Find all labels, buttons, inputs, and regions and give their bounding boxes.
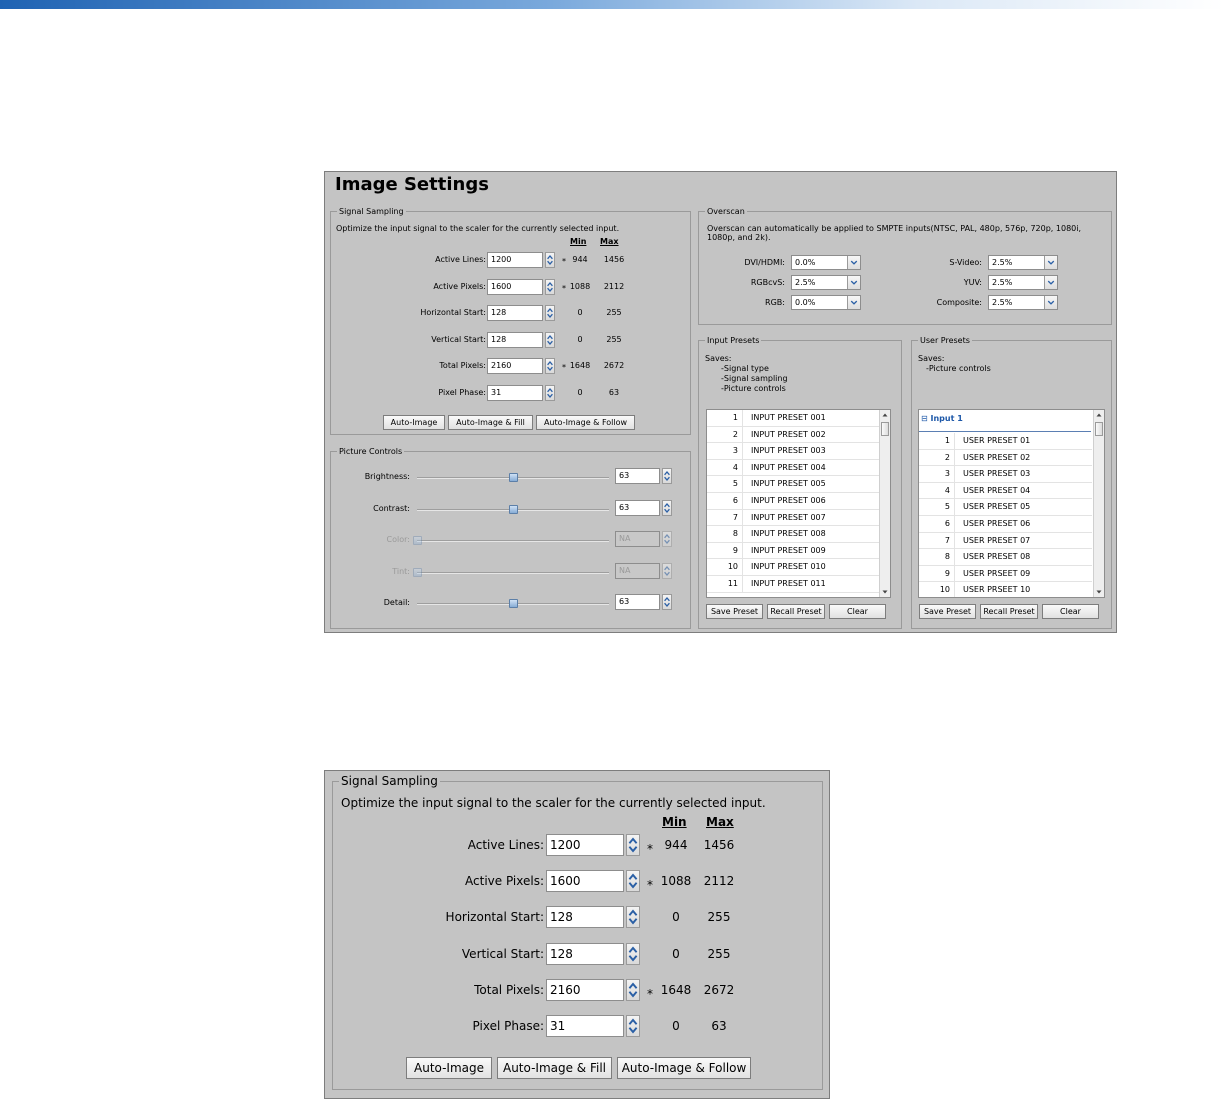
input-preset-row[interactable]	[707, 476, 880, 493]
input-preset-row-name: INPUT PRESET 007	[751, 512, 826, 522]
horizontal-start-min: 0	[577, 308, 583, 317]
chevron-down-icon[interactable]	[1044, 276, 1057, 289]
total-pixels-max: 2672	[703, 982, 735, 997]
auto-image-fill-button[interactable]: Auto-Image & Fill	[448, 415, 533, 430]
total-pixels-min: 1648	[660, 982, 692, 997]
input-presets-list[interactable]	[706, 409, 891, 598]
signal-sampling-group-zoom	[332, 774, 823, 1090]
chevron-down-icon[interactable]	[847, 276, 860, 289]
input-preset-row[interactable]	[707, 410, 880, 427]
spinner-arrows-icon[interactable]	[545, 358, 555, 374]
user-preset-row-number: 6	[919, 516, 955, 532]
saves-item: -Picture controls	[721, 384, 786, 393]
user-preset-row-number: 5	[919, 499, 955, 515]
user-preset-row-number: 8	[919, 549, 955, 565]
user-preset-row-name: USER PRESET 05	[963, 502, 1031, 512]
input-presets-saves-label: Saves:	[705, 354, 732, 363]
input-preset-row[interactable]	[707, 576, 880, 593]
input-preset-row-name: INPUT PRESET 002	[751, 429, 826, 439]
pixel-phase-max: 63	[608, 387, 620, 397]
auto-image-button[interactable]: Auto-Image	[383, 415, 445, 430]
active-lines-label: Active Lines:	[435, 255, 486, 264]
vertical-start-min: 0	[577, 334, 583, 344]
rgbcvs-label: RGBcvS:	[750, 278, 785, 287]
color-slider-thumb	[413, 536, 422, 545]
spinner-arrows-icon[interactable]	[662, 563, 672, 579]
user-preset-row[interactable]	[919, 466, 1092, 483]
user-preset-row-number: 2	[919, 450, 955, 466]
saves-item: -Signal type	[721, 364, 769, 373]
brightness-value[interactable]: 63	[615, 468, 660, 484]
detail-label: Detail:	[383, 598, 410, 607]
input-preset-row[interactable]	[707, 460, 880, 477]
input-preset-row-number: 7	[707, 510, 743, 526]
spinner-arrows-icon[interactable]	[545, 385, 555, 401]
user-presets-group	[911, 336, 1112, 629]
user-presets-saves-label: Saves:	[918, 354, 945, 363]
signal-sampling-description: Optimize the input signal to the scaler for the currently selected input.	[336, 224, 620, 233]
chevron-down-icon[interactable]	[1044, 296, 1057, 309]
clear-button[interactable]: Clear	[829, 604, 886, 619]
pixel-phase-input[interactable]: 31	[546, 1015, 624, 1037]
brightness-label: Brightness:	[364, 472, 410, 481]
active-lines-min: 944	[572, 255, 588, 264]
spinner-arrows-icon[interactable]	[626, 943, 640, 965]
contrast-value[interactable]: 63	[615, 500, 660, 516]
header-bar	[0, 0, 1224, 9]
active-lines-max: 1456	[603, 255, 625, 264]
input-preset-row[interactable]	[707, 510, 880, 527]
input-preset-row-number: 8	[707, 526, 743, 542]
rgb-select[interactable]	[791, 295, 861, 310]
picture-controls-group	[330, 447, 691, 629]
tint-label: Tint:	[392, 566, 410, 576]
chevron-down-icon[interactable]	[847, 296, 860, 309]
yuv-select[interactable]	[988, 275, 1058, 290]
input-presets-scrollbar[interactable]	[879, 410, 890, 597]
input-preset-row-number: 1	[707, 410, 743, 426]
input-preset-row-number: 11	[707, 576, 743, 592]
clear-button[interactable]: Clear	[1042, 604, 1099, 619]
input-preset-row-number: 3	[707, 443, 743, 459]
brightness-slider-thumb[interactable]	[509, 473, 518, 482]
vertical-start-max: 255	[606, 334, 622, 344]
collapse-icon[interactable]: ⊟	[921, 414, 928, 423]
spinner-arrows-icon[interactable]	[626, 1015, 640, 1037]
color-label: Color:	[386, 535, 410, 544]
scroll-down-icon[interactable]	[880, 587, 890, 597]
input-preset-row-name: INPUT PRESET 011	[751, 579, 826, 588]
user-preset-row[interactable]	[919, 533, 1092, 550]
spinner-arrows-icon[interactable]	[662, 500, 672, 516]
active-lines-label: Active Lines:	[467, 838, 544, 852]
auto-image-fill-button[interactable]: Auto-Image & Fill	[497, 1057, 612, 1079]
user-preset-row-number: 1	[919, 433, 955, 449]
signal-sampling-group	[330, 207, 691, 435]
dvi-hdmi-label: DVI/HDMI:	[744, 258, 785, 267]
horizontal-start-label: Horizontal Start:	[420, 308, 486, 317]
scroll-thumb[interactable]	[881, 422, 889, 436]
detail-slider-thumb[interactable]	[509, 599, 518, 608]
total-pixels-label: Total Pixels:	[439, 361, 486, 370]
input-preset-row-number: 5	[707, 476, 743, 492]
user-presets-legend: User Presets	[920, 336, 970, 345]
spinner-arrows-icon[interactable]	[626, 834, 640, 856]
spinner-arrows-icon[interactable]	[662, 594, 672, 610]
vertical-start-label: Vertical Start:	[431, 334, 486, 344]
tint-value: NA	[615, 563, 660, 579]
spinner-arrows-icon[interactable]	[545, 332, 555, 348]
input-preset-row[interactable]	[707, 559, 880, 576]
user-preset-row-number: 3	[919, 466, 955, 482]
composite-select[interactable]	[988, 295, 1058, 310]
rgb-select-value: 0.0%	[795, 298, 816, 307]
spinner-arrows-icon[interactable]	[662, 531, 672, 547]
overscan-description: Overscan can automatically be applied to SMPTE inputs(NTSC, PAL, 480p, 576p, 720p, 1080i, 1080p, and 2k).	[707, 224, 1082, 242]
user-preset-row-name: USER PRESET 08	[963, 552, 1031, 562]
signal-sampling-legend-zoom: Signal Sampling	[341, 774, 438, 788]
yuv-label: YUV:	[963, 278, 982, 287]
vertical-start-input[interactable]: 128	[487, 332, 543, 348]
scroll-down-icon[interactable]	[1094, 587, 1104, 597]
input-presets-legend: Input Presets	[707, 336, 760, 345]
yuv-select-value: 2.5%	[992, 278, 1013, 287]
chevron-down-icon[interactable]	[847, 256, 860, 269]
active-lines-max: 1456	[703, 838, 735, 852]
user-preset-row-number: 4	[919, 483, 955, 499]
recall-preset-button[interactable]: Recall Preset	[767, 604, 825, 619]
spinner-arrows-icon[interactable]	[662, 468, 672, 484]
color-slider-track	[417, 540, 609, 542]
auto-image-follow-button[interactable]: Auto-Image & Follow	[536, 415, 635, 430]
vertical-start-input[interactable]: 128	[546, 943, 624, 965]
scroll-thumb[interactable]	[1095, 422, 1103, 436]
spinner-arrows-icon[interactable]	[545, 279, 555, 295]
user-preset-row-number: 7	[919, 533, 955, 549]
user-preset-row[interactable]	[919, 499, 1092, 516]
active-pixels-max: 2112	[603, 281, 625, 291]
composite-label: Composite:	[936, 298, 982, 307]
user-preset-row[interactable]	[919, 566, 1092, 583]
user-preset-row-name: USER PRESET 06	[963, 519, 1031, 528]
user-preset-row[interactable]	[919, 450, 1092, 467]
window-title: Image Settings	[335, 174, 489, 195]
max-header-zoom: Max	[706, 815, 734, 829]
tree-group-label: Input 1	[930, 414, 963, 423]
horizontal-start-min: 0	[672, 910, 680, 925]
input-preset-row-number: 2	[707, 427, 743, 443]
rgb-label: RGB:	[765, 298, 785, 307]
spinner-arrows-icon[interactable]	[626, 906, 640, 928]
signal-sampling-zoom-window	[324, 770, 830, 1099]
pixel-phase-label: Pixel Phase:	[472, 1019, 544, 1033]
active-pixels-input[interactable]: 1600	[487, 279, 543, 295]
input-preset-row-name: INPUT PRESET 005	[751, 479, 826, 489]
active-pixels-min: 1088	[569, 281, 591, 291]
save-preset-button[interactable]: Save Preset	[706, 604, 763, 619]
signal-sampling-description-zoom: Optimize the input signal to the scaler for the currently selected input.	[341, 796, 766, 810]
total-pixels-max: 2672	[603, 361, 625, 370]
tint-slider-track	[417, 572, 609, 574]
contrast-label: Contrast:	[373, 503, 410, 513]
save-preset-button[interactable]: Save Preset	[919, 604, 976, 619]
dvi-hdmi-select[interactable]	[791, 255, 861, 270]
total-pixels-min: 1648	[569, 361, 591, 370]
contrast-slider-thumb[interactable]	[509, 505, 518, 514]
user-preset-row-name: USER PRSEET 10	[963, 585, 1031, 595]
signal-sampling-legend: Signal Sampling	[339, 207, 404, 216]
user-preset-row-name: USER PRESET 04	[963, 485, 1031, 495]
user-preset-row[interactable]	[919, 549, 1092, 566]
active-lines-min: 944	[664, 838, 688, 852]
required-marker: *	[647, 986, 653, 1001]
input-preset-row-number: 4	[707, 460, 743, 476]
saves-item: -Signal sampling	[721, 374, 788, 383]
picture-controls-legend: Picture Controls	[339, 447, 403, 456]
vertical-start-min: 0	[672, 946, 680, 961]
rgbcvs-select[interactable]	[791, 275, 861, 290]
vertical-start-max: 255	[707, 946, 731, 961]
user-preset-row-name: USER PRESET 03	[963, 469, 1031, 479]
auto-image-button[interactable]: Auto-Image	[406, 1057, 492, 1079]
input-preset-row-number: 6	[707, 493, 743, 509]
user-preset-row-number: 10	[919, 582, 955, 598]
input-preset-row[interactable]	[707, 543, 880, 560]
input-preset-row-name: INPUT PRESET 003	[751, 446, 826, 456]
active-pixels-label: Active Pixels:	[465, 874, 544, 889]
input-preset-row[interactable]	[707, 443, 880, 460]
spinner-arrows-icon[interactable]	[545, 252, 555, 268]
tree-underline	[919, 431, 1091, 432]
overscan-legend: Overscan	[707, 207, 745, 216]
saves-item: -Picture controls	[926, 364, 991, 373]
required-marker: *	[562, 257, 566, 266]
input-preset-row-number: 10	[707, 559, 743, 575]
active-pixels-input[interactable]: 1600	[546, 870, 624, 892]
user-preset-row-number: 9	[919, 566, 955, 582]
active-pixels-min: 1088	[660, 874, 692, 889]
total-pixels-input[interactable]: 2160	[546, 979, 624, 1001]
input-preset-row-name: INPUT PRESET 006	[751, 496, 826, 505]
pixel-phase-input[interactable]: 31	[487, 385, 543, 401]
chevron-down-icon[interactable]	[1044, 256, 1057, 269]
input-preset-row-name: INPUT PRESET 010	[751, 562, 826, 572]
input-preset-row-name: INPUT PRESET 001	[751, 413, 826, 422]
s-video-select[interactable]	[988, 255, 1058, 270]
spinner-arrows-icon[interactable]	[545, 305, 555, 321]
scroll-up-icon[interactable]	[880, 410, 890, 420]
user-presets-scrollbar[interactable]	[1093, 410, 1104, 597]
input-preset-row-name: INPUT PRESET 004	[751, 462, 826, 472]
spinner-arrows-icon[interactable]	[626, 870, 640, 892]
horizontal-start-label: Horizontal Start:	[445, 910, 544, 925]
active-lines-input[interactable]: 1200	[546, 834, 624, 856]
tint-slider-thumb	[413, 568, 422, 577]
composite-select-value: 2.5%	[992, 298, 1013, 307]
scroll-up-icon[interactable]	[1094, 410, 1104, 420]
input-preset-row[interactable]	[707, 427, 880, 444]
active-lines-input[interactable]: 1200	[487, 252, 543, 268]
horizontal-start-input[interactable]: 128	[546, 906, 624, 928]
input-preset-row[interactable]	[707, 526, 880, 543]
min-header: Min	[570, 237, 587, 246]
user-preset-row[interactable]	[919, 582, 1092, 598]
horizontal-start-max: 255	[606, 308, 622, 317]
pixel-phase-min: 0	[577, 387, 583, 397]
spinner-arrows-icon[interactable]	[626, 979, 640, 1001]
user-preset-row[interactable]	[919, 516, 1092, 533]
input-presets-group	[698, 336, 902, 629]
input-preset-row[interactable]	[707, 493, 880, 510]
user-presets-list[interactable]	[918, 409, 1105, 598]
input-preset-row-name: INPUT PRESET 008	[751, 529, 826, 539]
required-marker: *	[647, 878, 653, 893]
user-preset-row[interactable]	[919, 483, 1092, 500]
max-header: Max	[600, 237, 619, 246]
input-preset-row-name: INPUT PRESET 009	[751, 545, 826, 555]
min-header-zoom: Min	[662, 815, 687, 829]
pixel-phase-label: Pixel Phase:	[438, 387, 486, 397]
auto-image-follow-button[interactable]: Auto-Image & Follow	[617, 1057, 751, 1079]
rgbcvs-select-value: 2.5%	[795, 278, 816, 287]
required-marker: *	[647, 842, 653, 856]
required-marker: *	[562, 283, 566, 293]
user-preset-row-name: USER PRESET 02	[963, 452, 1031, 462]
image-settings-window	[324, 171, 1117, 633]
active-pixels-max: 2112	[703, 874, 735, 889]
user-preset-row[interactable]	[919, 433, 1092, 450]
detail-value[interactable]: 63	[615, 594, 660, 610]
user-preset-row-name: USER PRESET 01	[963, 436, 1031, 445]
recall-preset-button[interactable]: Recall Preset	[980, 604, 1038, 619]
active-pixels-label: Active Pixels:	[433, 281, 486, 291]
s-video-select-value: 2.5%	[992, 258, 1013, 267]
pixel-phase-max: 63	[711, 1019, 727, 1033]
required-marker: *	[562, 363, 566, 372]
color-value: NA	[615, 531, 660, 547]
dvi-hdmi-select-value: 0.0%	[795, 258, 816, 267]
horizontal-start-input[interactable]: 128	[487, 305, 543, 321]
total-pixels-input[interactable]: 2160	[487, 358, 543, 374]
tree-group-input-1[interactable]	[921, 414, 963, 423]
s-video-label: S-Video:	[949, 258, 982, 267]
input-preset-row-number: 9	[707, 543, 743, 559]
vertical-start-label: Vertical Start:	[461, 946, 544, 961]
total-pixels-label: Total Pixels:	[474, 982, 544, 997]
user-preset-row-name: USER PRSEET 09	[963, 568, 1031, 578]
user-preset-row-name: USER PRESET 07	[963, 535, 1031, 545]
pixel-phase-min: 0	[672, 1019, 680, 1033]
horizontal-start-max: 255	[707, 910, 731, 925]
overscan-group	[698, 207, 1112, 325]
